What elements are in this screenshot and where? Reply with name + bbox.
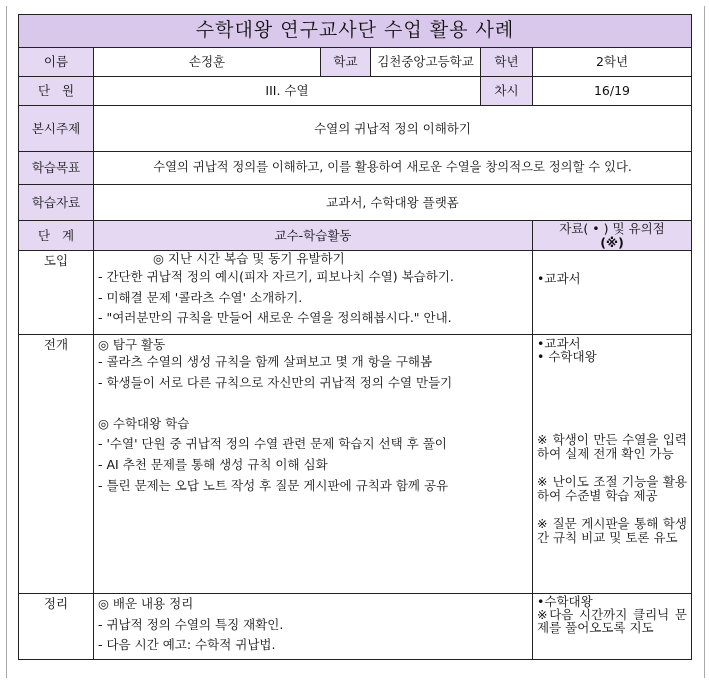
goal-value: 수열의 귀납적 정의를 이해하고, 이를 활용하여 새로운 수열을 창의적으로 정의할 수 있다. [94,152,692,185]
develop-material-item: •교과서 [537,336,581,351]
unit-value: III. 수열 [94,77,481,106]
school-value: 김천중앙고등학교 [371,48,481,77]
material-value: 교과서, 수학대왕 플랫폼 [94,185,692,221]
topic-value: 수열의 귀납적 정의 이해하기 [94,106,692,152]
wrapup-line: - 귀납적 정의 수열의 특징 재확인. [98,616,284,632]
document-title: 수학대왕 연구교사단 수업 활용 사례 [19,15,692,48]
material-label: 학습자료 [19,185,94,221]
intro-activities [94,251,533,335]
develop-line: - '수열' 단원 중 귀납적 정의 수열 관련 문제 학습지 선택 후 풀이 [98,436,447,452]
develop-materials [533,335,692,594]
school-label: 학교 [321,48,371,77]
develop-block2-title: ◎ 수학대왕 학습 [98,415,190,431]
intro-title: ◎ 지난 시간 복습 및 동기 유발하기 [153,251,345,266]
stage-develop: 전개 [19,335,94,594]
intro-line: - 미해결 문제 '콜라츠 수열' 소개하기. [98,289,303,305]
lesson-plan-table [18,14,692,660]
materials-header-line2: (※) [600,234,624,250]
wrapup-note: ※다음 시간까지 클리닉 문제를 풀어오도록 지도 [537,607,688,635]
wrapup-activities [94,594,533,660]
name-value: 손정훈 [94,48,321,77]
develop-line: - 틀린 문제는 오답 노트 작성 후 질문 게시판에 규칙과 함께 공유 [98,477,449,493]
name-label: 이름 [19,48,94,77]
develop-note: ※ 난이도 조절 기능을 활용하여 수준별 학습 제공 [537,474,688,503]
materials-header [533,221,692,251]
wrapup-title: ◎ 배운 내용 정리 [98,596,194,611]
topic-label: 본시주제 [19,106,94,152]
period-label: 차시 [481,77,533,106]
develop-line: - 학생들이 서로 다른 규칙으로 자신만의 귀납적 정의 수열 만들기 [98,374,453,390]
develop-note: ※ 질문 게시판을 통해 학생 간 규칙 비교 및 토론 유도 [537,516,688,545]
develop-line: - AI 추천 문제를 통해 생성 규칙 이해 심화 [98,456,328,472]
unit-label: 단 원 [19,77,94,106]
wrapup-materials [533,594,692,660]
intro-material-item: •교과서 [537,271,581,286]
stage-wrapup: 정리 [19,594,94,660]
develop-activities [94,335,533,594]
wrapup-material-item: •수학대왕 [537,594,593,609]
stage-header: 단 계 [19,221,94,251]
intro-materials [533,251,692,335]
intro-line: - 간단한 귀납적 정의 예시(피자 자르기, 피보나치 수열) 복습하기. [98,269,454,284]
develop-block1-title: ◎ 탐구 활동 [98,337,166,352]
develop-material-item: • 수학대왕 [537,349,597,364]
grade-value: 2학년 [533,48,692,77]
intro-line: - "여러분만의 규칙을 만들어 새로운 수열을 정의해봅시다." 안내. [98,310,452,326]
activity-header: 교수-학습활동 [94,221,533,251]
develop-note: ※ 학생이 만든 수열을 입력하여 실제 전개 확인 가능 [537,432,688,461]
goal-label: 학습목표 [19,152,94,185]
grade-label: 학년 [481,48,533,77]
stage-intro: 도입 [19,251,94,335]
wrapup-line: - 다음 시간 예고: 수학적 귀납법. [98,637,276,653]
materials-header-line1: 자료( • ) 및 유의점 [559,220,665,236]
develop-line: - 콜라츠 수열의 생성 규칙을 함께 살펴보고 몇 개 항을 구해봄 [98,354,433,369]
period-value: 16/19 [533,77,692,106]
